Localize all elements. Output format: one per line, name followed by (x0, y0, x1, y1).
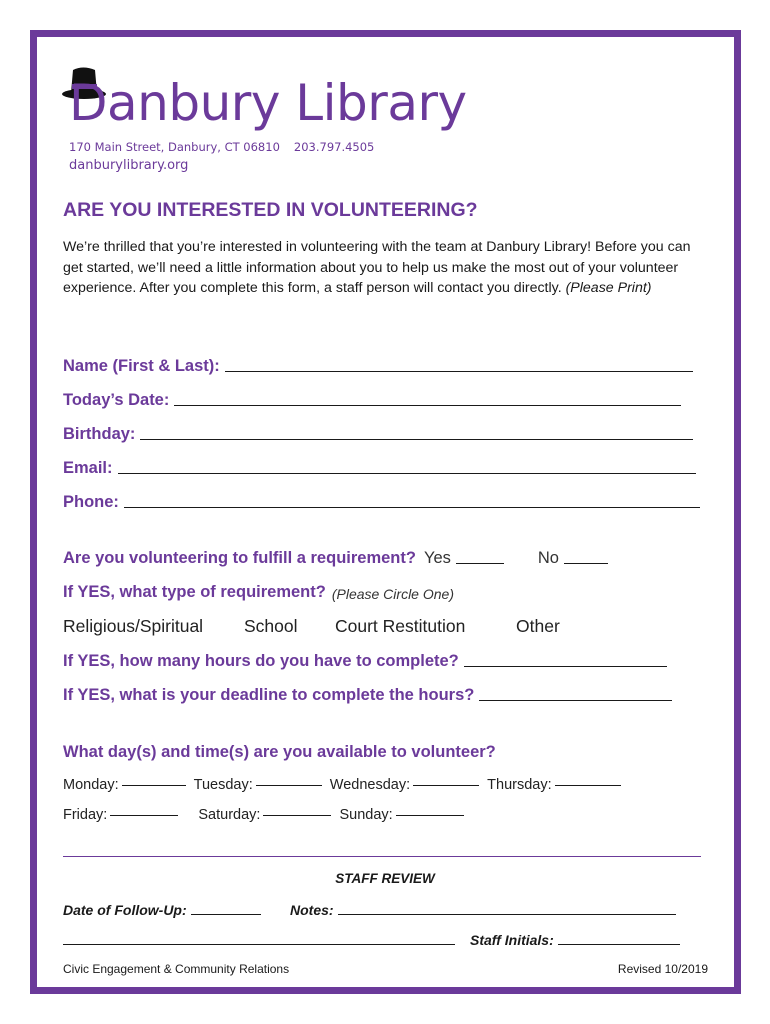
date-field[interactable] (63, 388, 681, 410)
library-phone: 203.797.4505 (293, 140, 375, 154)
library-website: danburylibrary.org (69, 158, 189, 173)
staff-review-title: STAFF REVIEW (335, 871, 435, 886)
name-field[interactable] (63, 354, 693, 376)
deadline-input-line[interactable] (479, 700, 672, 701)
birthday-field[interactable] (63, 422, 693, 444)
notes-continuation-line[interactable] (63, 944, 455, 945)
thursday-label: Thursday: (487, 777, 552, 793)
wednesday-label: Wednesday: (329, 777, 411, 793)
phone-label: Phone: (63, 493, 119, 511)
footer-department: Civic Engagement & Community Relations (63, 962, 290, 976)
option-religious[interactable]: Religious/Spiritual (63, 616, 204, 636)
page-border (30, 30, 741, 994)
friday-input-line[interactable] (110, 815, 178, 816)
date-label: Today’s Date: (63, 391, 170, 409)
intro-note: (Please Print) (565, 280, 652, 297)
section-divider (63, 856, 701, 857)
library-address (69, 140, 374, 154)
requirement-type-note: (Please Circle One) (331, 586, 454, 602)
tuesday-label: Tuesday: (193, 777, 253, 793)
sunday-label: Sunday: (339, 807, 393, 823)
followup-field (63, 902, 261, 918)
yes-input-line[interactable] (456, 563, 504, 564)
deadline-question (63, 686, 672, 705)
initials-field (470, 932, 680, 948)
requirement-type-label: If YES, what type of requirement? (63, 583, 326, 601)
email-label: Email: (63, 459, 113, 477)
name-label: Name (First & Last): (63, 357, 220, 375)
option-other[interactable]: Other (516, 616, 560, 636)
no-label: No (537, 549, 559, 567)
street-address: 170 Main Street, Danbury, CT 06810 (69, 140, 280, 154)
initials-label: Staff Initials: (470, 932, 554, 948)
footer-revision: Revised 10/2019 (617, 962, 708, 976)
birthday-label: Birthday: (63, 425, 136, 443)
deadline-label: If YES, what is your deadline to complete the hours? (63, 686, 475, 704)
monday-input-line[interactable] (122, 785, 186, 786)
saturday-input-line[interactable] (263, 815, 331, 816)
intro-text: We’re thrilled that you’re interested in volunteering with the team at Danbury Library! Before you can get started, we’ll need a little information about you to help us make the most out of your volunteer experience. After you complete this form, a staff person will contact you directly. (63, 239, 691, 297)
name-input-line[interactable] (225, 371, 693, 372)
availability-row-1 (63, 777, 621, 793)
email-field[interactable] (63, 456, 696, 478)
sunday-input-line[interactable] (396, 815, 464, 816)
phone-input-line[interactable] (124, 507, 700, 508)
thursday-input-line[interactable] (555, 785, 621, 786)
option-school[interactable]: School (244, 616, 298, 636)
followup-label: Date of Follow-Up: (63, 902, 187, 918)
requirement-question-label: Are you volunteering to fulfill a requirement? (63, 549, 416, 567)
birthday-input-line[interactable] (140, 439, 693, 440)
library-logo (61, 62, 467, 142)
availability-question (63, 743, 496, 762)
requirement-question (63, 549, 608, 568)
initials-input-line[interactable] (558, 944, 680, 945)
followup-input-line[interactable] (191, 914, 261, 915)
yes-label: Yes (423, 549, 451, 567)
notes-continuation (63, 932, 455, 948)
friday-label: Friday: (63, 807, 108, 823)
monday-label: Monday: (63, 777, 119, 793)
page-title: ARE YOU INTERESTED IN VOLUNTEERING? (63, 199, 478, 221)
intro-paragraph (63, 237, 713, 299)
date-input-line[interactable] (174, 405, 681, 406)
option-court-restitution[interactable]: Court Restitution (335, 616, 466, 636)
requirement-type-question (63, 583, 454, 602)
phone-field[interactable] (63, 490, 700, 512)
no-input-line[interactable] (564, 563, 608, 564)
hours-label: If YES, how many hours do you have to complete? (63, 652, 459, 670)
saturday-label: Saturday: (198, 807, 261, 823)
logo-text: Danbury Library (69, 74, 467, 132)
notes-input-line[interactable] (338, 914, 676, 915)
hours-question (63, 652, 667, 671)
wednesday-input-line[interactable] (413, 785, 479, 786)
notes-field (290, 902, 676, 918)
email-input-line[interactable] (118, 473, 696, 474)
tuesday-input-line[interactable] (256, 785, 322, 786)
hours-input-line[interactable] (464, 666, 667, 667)
notes-label: Notes: (290, 902, 334, 918)
availability-label: What day(s) and time(s) are you available to volunteer? (63, 743, 496, 761)
availability-row-2 (63, 807, 464, 823)
